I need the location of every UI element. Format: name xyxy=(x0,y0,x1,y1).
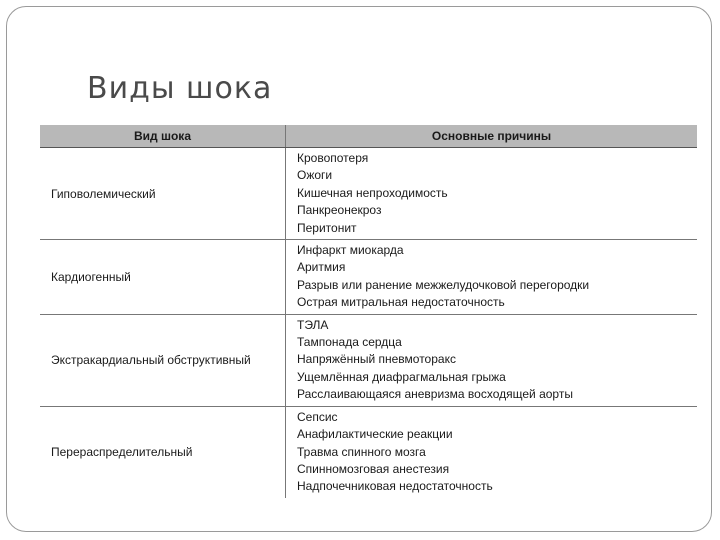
shock-type-cell: Гиповолемический xyxy=(40,148,286,240)
cause-item: Разрыв или ранение межжелудочковой перегородки xyxy=(297,277,590,292)
causes-cell xyxy=(286,406,698,498)
cause-item: Кровопотеря xyxy=(297,151,369,165)
shock-type-cell: Экстракардиальный обструктивный xyxy=(40,314,286,406)
slide-title: Виды шока xyxy=(87,71,273,106)
table-header-row xyxy=(40,125,697,148)
cause-item: Тампонада сердца xyxy=(297,335,402,350)
cause-item: Ожоги xyxy=(297,168,333,183)
cause-item: Сепсис xyxy=(297,409,338,424)
table-row xyxy=(40,406,697,498)
cause-list xyxy=(297,409,697,496)
cause-list xyxy=(297,242,697,312)
cause-item: Ущемлённая диафрагмальная грыжа xyxy=(297,369,506,384)
header-shock-type: Вид шока xyxy=(40,125,286,148)
cause-item: ТЭЛА xyxy=(297,317,329,332)
table-row xyxy=(40,314,697,406)
cause-item: Инфаркт миокарда xyxy=(297,243,404,258)
cause-item: Аритмия xyxy=(297,260,346,275)
shock-type-cell: Перераспределительный xyxy=(40,406,286,498)
causes-cell xyxy=(286,148,698,240)
causes-cell xyxy=(286,314,698,406)
cause-item: Расслаивающаяся аневризма восходящей аорты xyxy=(297,387,573,402)
table-body xyxy=(40,148,697,498)
header-main-causes: Основные причины xyxy=(286,125,698,148)
cause-item: Кишечная непроходимость xyxy=(297,185,448,200)
cause-item: Анафилактические реакции xyxy=(297,427,453,442)
table-row xyxy=(40,148,697,240)
shock-type-cell: Кардиогенный xyxy=(40,240,286,315)
cause-list xyxy=(297,150,697,237)
cause-item: Напряжённый пневмоторакс xyxy=(297,352,456,367)
cause-item: Надпочечниковая недостаточность xyxy=(297,479,493,494)
cause-item: Острая митральная недостаточность xyxy=(297,295,505,310)
cause-item: Панкреонекроз xyxy=(297,203,382,218)
cause-item: Травма спинного мозга xyxy=(297,444,426,459)
cause-list xyxy=(297,317,697,404)
cause-item: Перитонит xyxy=(297,220,357,235)
table-row xyxy=(40,240,697,315)
cause-item: Спинномозговая анестезия xyxy=(297,461,450,476)
causes-cell xyxy=(286,240,698,315)
shock-types-table xyxy=(40,125,697,498)
